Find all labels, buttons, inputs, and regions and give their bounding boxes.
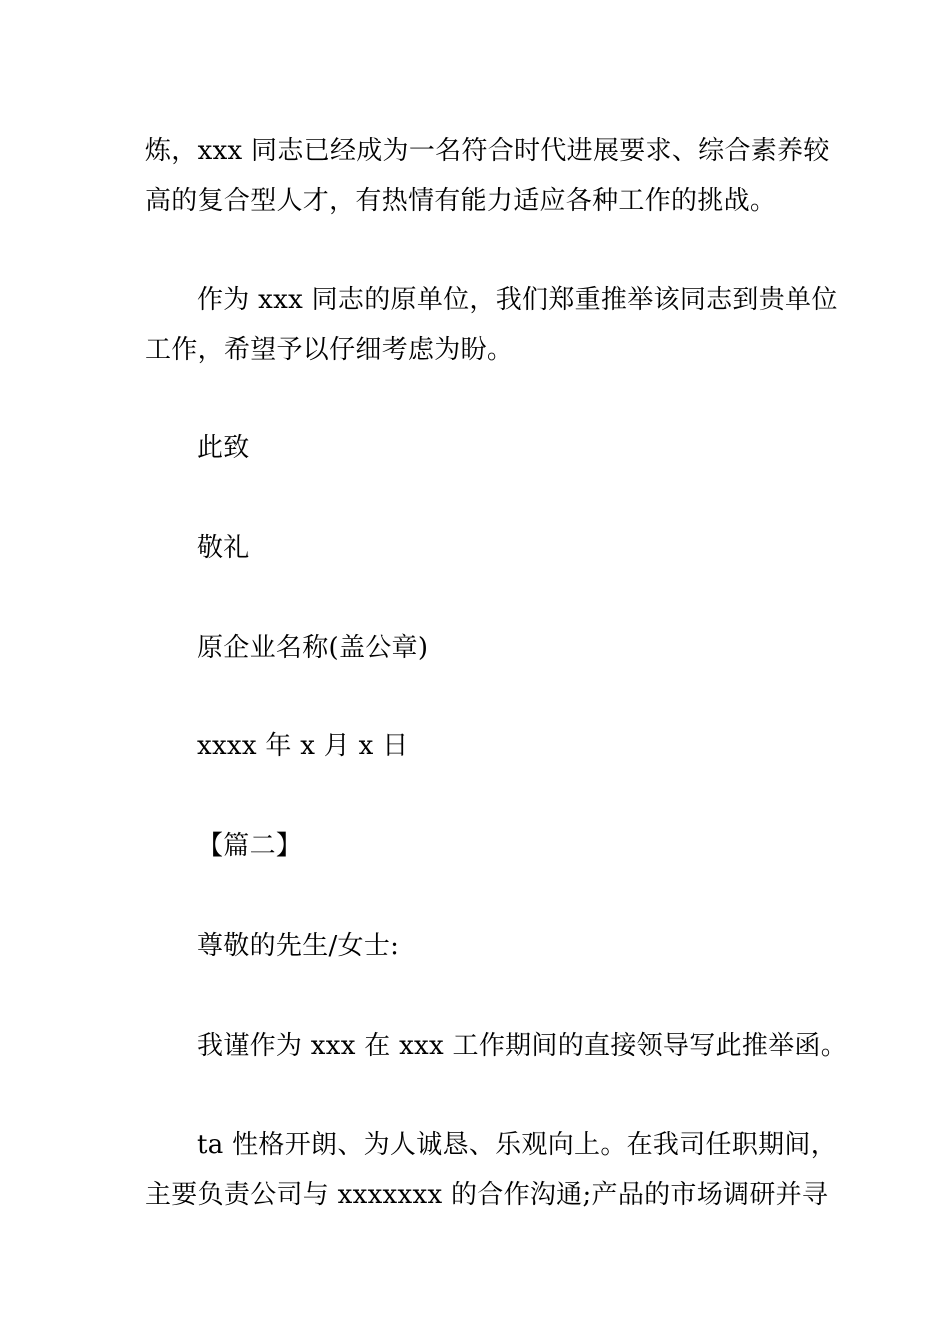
paragraph-4-line-1: ta 性格开朗、为人诚恳、乐观向上。在我司任职期间， [197, 1130, 838, 1160]
paragraph-2-line-2: 工作，希望予以仔细考虑为盼。 [145, 335, 514, 365]
signature-company: 原企业名称(盖公章) [197, 633, 429, 663]
closing-salute: 敬礼 [197, 533, 250, 563]
paragraph-3: 我谨作为 xxx 在 xxx 工作期间的直接领导写此推举函。 [197, 1031, 848, 1061]
salutation: 尊敬的先生/女士: [197, 931, 400, 961]
paragraph-4-line-2: 主要负责公司与 xxxxxxx 的合作沟通;产品的市场调研并寻 [145, 1180, 829, 1210]
section-heading: 【篇二】 [197, 831, 303, 861]
paragraph-2-line-1: 作为 xxx 同志的原单位，我们郑重推举该同志到贵单位 [197, 285, 838, 315]
closing-greeting: 此致 [197, 433, 250, 463]
signature-date: xxxx 年 x 月 x 日 [197, 731, 409, 761]
paragraph-1-line-1: 炼，xxx 同志已经成为一名符合时代进展要求、综合素养较 [145, 136, 830, 166]
paragraph-1-line-2: 高的复合型人才，有热情有能力适应各种工作的挑战。 [145, 186, 777, 216]
